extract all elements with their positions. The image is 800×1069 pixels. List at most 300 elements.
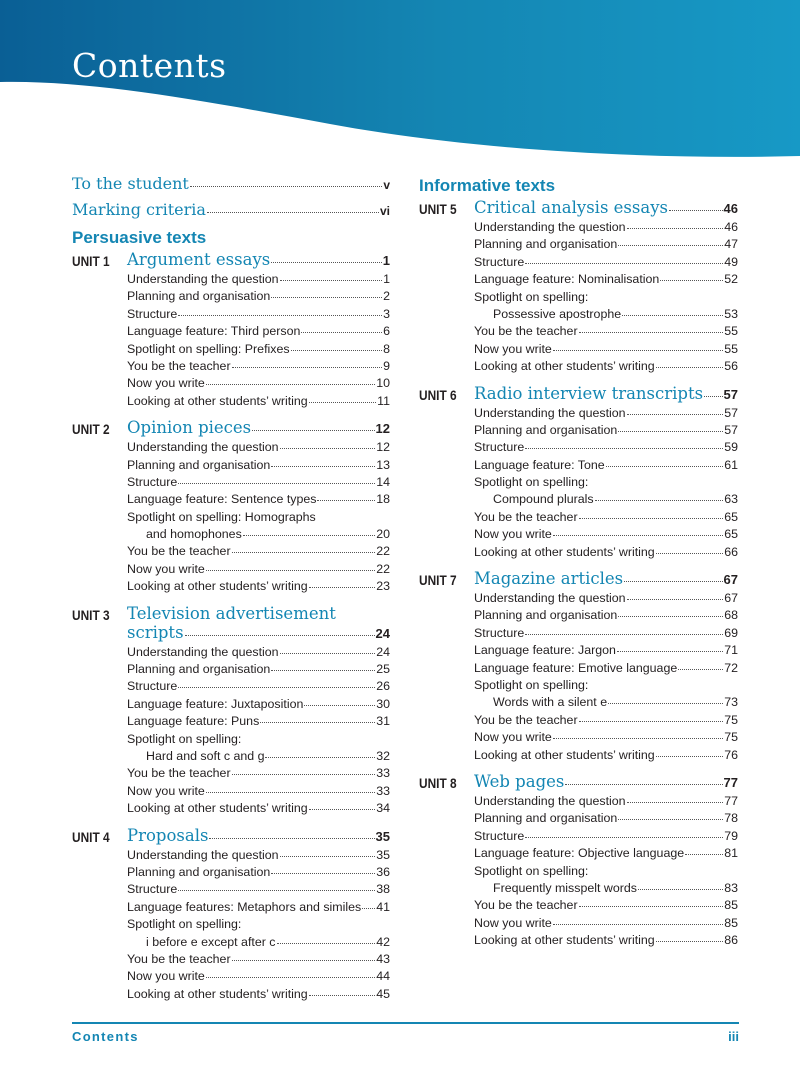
toc-entry-text: Structure — [474, 440, 525, 455]
toc-entry-page: 36 — [376, 864, 390, 879]
dot-leader — [579, 332, 724, 333]
toc-entry-text: You be the teacher — [127, 358, 231, 373]
unit-number: UNIT 4 — [72, 829, 110, 845]
toc-entry-text: Understanding the question — [127, 272, 279, 286]
dot-leader — [579, 721, 724, 722]
dot-leader — [553, 350, 723, 351]
dot-leader — [309, 402, 376, 403]
toc-entry[interactable] — [474, 811, 738, 828]
toc-entry-page: 42 — [376, 934, 390, 949]
dot-leader — [309, 995, 376, 996]
toc-entry[interactable] — [474, 510, 738, 527]
toc-entry[interactable] — [127, 324, 390, 341]
toc-entry-page: 45 — [376, 986, 390, 1001]
dot-leader — [525, 837, 723, 838]
dot-leader — [232, 774, 376, 775]
dot-leader — [622, 315, 723, 316]
toc-entry-page: 22 — [376, 544, 390, 559]
toc-entry[interactable] — [474, 626, 738, 643]
toc-entry[interactable] — [474, 237, 738, 254]
dot-leader — [271, 297, 382, 298]
toc-entry[interactable] — [127, 440, 390, 457]
unit-block — [72, 250, 390, 411]
dot-leader — [525, 263, 723, 264]
dot-leader — [280, 653, 376, 654]
toc-entry-text: Structure — [127, 306, 178, 321]
toc-entry-text: Now you write — [127, 561, 205, 576]
toc-entry-text: Language feature: Nominalisation — [474, 272, 660, 287]
toc-entry-text: Now you write — [474, 915, 552, 930]
unit-body — [474, 772, 738, 951]
toc-entry — [474, 475, 738, 492]
toc-entry-page: 25 — [376, 662, 390, 677]
toc-entry-page: 33 — [376, 783, 390, 798]
toc-entry[interactable] — [474, 406, 738, 423]
unit-title: Opinion pieces — [127, 418, 252, 438]
toc-entry-page: 49 — [724, 254, 738, 269]
toc-entry-page: 53 — [724, 306, 738, 321]
unit-title-page: 67 — [723, 572, 738, 588]
unit-block — [72, 418, 390, 597]
toc-entry[interactable] — [474, 255, 738, 272]
unit-body — [127, 826, 390, 1005]
toc-entry-text: Understanding the question — [127, 847, 279, 862]
toc-entry[interactable] — [127, 697, 390, 714]
dot-leader — [685, 854, 723, 855]
dot-leader — [579, 906, 724, 907]
front-matter-page: v — [383, 178, 390, 192]
unit-block — [419, 384, 738, 563]
toc-entry[interactable] — [127, 987, 390, 1004]
dot-leader — [618, 431, 723, 432]
toc-entry[interactable] — [474, 492, 738, 509]
toc-entry-text: Structure — [127, 474, 178, 489]
page-title: Contents — [72, 46, 227, 85]
toc-entry-text: Hard and soft c and g — [146, 748, 265, 763]
toc-entry-text: Language feature: Tone — [474, 457, 605, 472]
toc-entry-text: Words with a silent e — [493, 695, 608, 710]
toc-entry-page: 76 — [724, 747, 738, 762]
toc-entry-page: 13 — [376, 457, 390, 472]
toc-entry-page: 9 — [383, 358, 390, 373]
toc-entry-text: Language feature: Third person — [127, 324, 301, 339]
dot-leader — [627, 802, 724, 803]
dot-leader — [618, 616, 723, 617]
toc-entry[interactable] — [474, 458, 738, 475]
toc-entry[interactable] — [474, 423, 738, 440]
toc-entry-page: 56 — [724, 359, 738, 374]
toc-entry[interactable] — [127, 679, 390, 696]
dot-leader — [525, 448, 723, 449]
toc-entry-text: Structure — [127, 679, 178, 694]
unit-block — [72, 826, 390, 1005]
toc-entry-page: 85 — [724, 915, 738, 930]
toc-entry[interactable] — [127, 784, 390, 801]
toc-entry[interactable] — [127, 289, 390, 306]
unit-block — [419, 569, 738, 765]
toc-entry-page: 55 — [724, 341, 738, 356]
toc-entry[interactable] — [127, 645, 390, 662]
unit-number: UNIT 8 — [419, 775, 457, 791]
toc-entry-text: Looking at other students’ writing — [127, 579, 308, 594]
dot-leader — [565, 784, 722, 785]
toc-entry-text: Looking at other students’ writing — [474, 359, 655, 374]
toc-entry-page: 11 — [377, 393, 390, 408]
toc-entry-text: You be the teacher — [474, 712, 578, 727]
toc-entry — [127, 510, 390, 527]
toc-entry-page: 33 — [376, 766, 390, 781]
unit-title: Radio interview transcripts — [474, 383, 704, 403]
dot-leader — [638, 889, 723, 890]
dot-leader — [362, 908, 375, 909]
toc-entry-text: Understanding the question — [474, 793, 626, 808]
dot-leader — [232, 960, 376, 961]
unit-title: scripts — [127, 622, 184, 642]
toc-entry-text: You be the teacher — [474, 324, 578, 339]
dot-leader — [206, 977, 375, 978]
dot-leader — [178, 483, 375, 484]
unit-block — [419, 772, 738, 951]
unit-title-entry[interactable] — [474, 772, 738, 794]
unit-title-entry[interactable] — [474, 569, 738, 591]
dot-leader — [260, 722, 375, 723]
toc-entry-text: Now you write — [127, 376, 205, 391]
toc-entry[interactable] — [474, 661, 738, 678]
dot-leader — [627, 228, 724, 229]
page-number: iii — [728, 1029, 739, 1044]
toc-entry[interactable] — [474, 608, 738, 625]
dot-leader — [271, 670, 375, 671]
toc-entry-text: Structure — [127, 882, 178, 897]
toc-entry-text: Planning and organisation — [127, 289, 271, 304]
toc-entry-text: Language feature: Jargon — [474, 643, 616, 658]
toc-entry[interactable] — [474, 898, 738, 915]
dot-leader — [280, 448, 376, 449]
toc-entry-text: Language feature: Objective language — [474, 846, 685, 861]
toc-entry[interactable] — [474, 881, 738, 898]
toc-entry-text: Language feature: Juxtaposition — [127, 696, 304, 711]
toc-entry-page: 22 — [376, 561, 390, 576]
toc-entry-text: Understanding the question — [127, 644, 279, 659]
dot-leader — [206, 570, 375, 571]
dot-leader — [317, 500, 375, 501]
toc-entry-text: Looking at other students’ writing — [474, 747, 655, 762]
unit-body — [474, 384, 738, 563]
toc-entry[interactable] — [474, 527, 738, 544]
toc-entry — [474, 864, 738, 881]
unit-number: UNIT 1 — [72, 254, 110, 269]
toc-entry[interactable] — [127, 662, 390, 679]
toc-entry[interactable] — [127, 882, 390, 899]
toc-entry[interactable] — [127, 766, 390, 783]
toc-entry-text: Now you write — [474, 527, 552, 542]
unit-title-line1[interactable]: Television advertisement — [127, 603, 336, 623]
front-matter-entry[interactable] — [72, 174, 390, 200]
toc-entry-page: 66 — [724, 544, 738, 559]
toc-entry-text: Understanding the question — [474, 591, 626, 606]
dot-leader — [606, 466, 724, 467]
toc-entry-page: 59 — [724, 440, 738, 455]
toc-entry-text: Planning and organisation — [474, 608, 618, 623]
toc-entry-page: 79 — [724, 828, 738, 843]
toc-entry[interactable] — [474, 220, 738, 237]
unit-body — [474, 569, 738, 765]
unit-title: Argument essays — [127, 250, 271, 269]
dot-leader — [280, 280, 383, 281]
toc-entry-text: Language feature: Sentence types — [127, 492, 317, 507]
unit-number: UNIT 5 — [419, 202, 457, 217]
dot-leader — [553, 924, 723, 925]
toc-entry[interactable] — [127, 848, 390, 865]
toc-entry[interactable] — [127, 359, 390, 376]
section-heading-persuasive: Persuasive texts — [72, 228, 207, 247]
toc-entry-text: Spotlight on spelling: — [127, 917, 242, 932]
toc-entry-text: Possessive apostrophe — [493, 306, 622, 321]
toc-entry-page: 75 — [724, 712, 738, 727]
toc-entry[interactable] — [127, 935, 390, 952]
unit-number: UNIT 3 — [72, 607, 110, 623]
front-matter-label: Marking criteria — [72, 200, 206, 219]
dot-leader — [627, 599, 724, 600]
dot-leader — [277, 943, 376, 944]
toc-entry-text: Looking at other students’ writing — [474, 544, 655, 559]
toc-entry — [127, 732, 390, 749]
unit-body — [127, 418, 390, 597]
toc-entry[interactable] — [474, 359, 738, 376]
toc-entry-page: 85 — [724, 898, 738, 913]
header-band — [0, 0, 800, 170]
left-unit-list — [72, 250, 390, 1004]
toc-entry[interactable] — [127, 272, 390, 289]
unit-title: Proposals — [127, 825, 209, 845]
unit-block — [419, 198, 738, 377]
toc-entry-text: Spotlight on spelling: — [474, 677, 589, 692]
toc-entry-text: Spotlight on spelling: Prefixes — [127, 341, 290, 356]
toc-entry — [474, 290, 738, 307]
toc-entry-page: 77 — [724, 793, 738, 808]
toc-entry[interactable] — [127, 579, 390, 596]
dot-leader — [185, 635, 375, 636]
toc-entry[interactable] — [127, 307, 390, 324]
toc-entry[interactable] — [127, 492, 390, 509]
toc-entry[interactable] — [474, 829, 738, 846]
toc-entry-text: Language feature: Emotive language — [474, 660, 678, 675]
front-matter-label: To the student — [72, 174, 189, 193]
toc-entry[interactable] — [127, 801, 390, 818]
dot-leader — [309, 809, 376, 810]
toc-entry[interactable] — [474, 324, 738, 341]
unit-title-entry[interactable] — [127, 826, 390, 848]
toc-entry[interactable] — [127, 376, 390, 393]
toc-entry[interactable] — [127, 900, 390, 917]
toc-entry-text: You be the teacher — [474, 509, 578, 524]
toc-entry[interactable] — [127, 458, 390, 475]
dot-leader — [271, 873, 375, 874]
toc-entry-text: Looking at other students’ writing — [127, 986, 308, 1001]
toc-entry-text: Now you write — [127, 783, 205, 798]
dot-leader — [243, 535, 375, 536]
front-matter-page: vi — [379, 204, 390, 218]
toc-entry[interactable] — [474, 695, 738, 712]
toc-entry[interactable] — [127, 342, 390, 359]
dot-leader — [553, 738, 723, 739]
toc-entry-page: 57 — [724, 422, 738, 437]
toc-entry-page: 46 — [724, 220, 738, 234]
unit-title-page: 12 — [375, 421, 390, 437]
toc-entry-text: Now you write — [474, 730, 552, 745]
dot-leader — [178, 687, 375, 688]
unit-body — [127, 604, 390, 819]
dot-leader — [232, 367, 383, 368]
toc-entry-page: 6 — [383, 324, 390, 339]
dot-leader — [206, 792, 375, 793]
toc-entry-page: 10 — [376, 376, 390, 391]
toc-entry[interactable] — [127, 969, 390, 986]
right-unit-list — [419, 198, 738, 950]
toc-entry-page: 52 — [724, 272, 738, 287]
toc-entry[interactable] — [474, 713, 738, 730]
dot-leader — [271, 262, 382, 263]
toc-entry-page: 47 — [724, 237, 738, 252]
unit-title-entry[interactable] — [127, 250, 390, 272]
toc-entry-text: Understanding the question — [474, 220, 626, 234]
toc-entry-page: 44 — [376, 969, 390, 984]
dot-leader — [309, 587, 376, 588]
toc-entry-text: You be the teacher — [474, 898, 578, 913]
toc-entry-page: 20 — [376, 527, 390, 542]
dot-leader — [301, 332, 382, 333]
toc-entry-page: 67 — [724, 591, 738, 606]
unit-title-page: 77 — [723, 774, 738, 790]
unit-body — [474, 198, 738, 377]
unit-title-page: 35 — [375, 828, 390, 844]
toc-entry[interactable] — [474, 643, 738, 660]
toc-entry-page: 55 — [724, 324, 738, 339]
toc-entry-page: 31 — [376, 714, 390, 729]
toc-entry-text: Planning and organisation — [127, 662, 271, 677]
unit-number: UNIT 6 — [419, 387, 457, 403]
dot-leader — [617, 651, 723, 652]
toc-entry-text: Planning and organisation — [474, 237, 618, 252]
unit-title-entry[interactable] — [127, 418, 390, 440]
toc-entry — [127, 917, 390, 934]
unit-title-entry[interactable] — [474, 198, 738, 220]
dot-leader — [656, 756, 724, 757]
toc-entry[interactable] — [127, 394, 390, 411]
toc-entry-text: Spotlight on spelling: — [127, 731, 242, 746]
toc-entry-page: 24 — [376, 644, 390, 659]
unit-block — [72, 604, 390, 819]
toc-entry-text: Compound plurals — [493, 492, 594, 507]
unit-title-page: 24 — [375, 625, 390, 641]
toc-entry[interactable] — [474, 794, 738, 811]
toc-entry[interactable] — [474, 272, 738, 289]
toc-entry-page: 8 — [383, 341, 390, 356]
unit-title-page: 57 — [723, 386, 738, 402]
unit-title-page: 46 — [723, 201, 738, 216]
toc-entry[interactable] — [127, 475, 390, 492]
toc-entry[interactable] — [474, 846, 738, 863]
dot-leader — [271, 466, 375, 467]
toc-entry[interactable] — [474, 440, 738, 457]
toc-entry-page: 71 — [724, 643, 738, 658]
toc-entry[interactable] — [127, 544, 390, 561]
dot-leader — [595, 500, 724, 501]
toc-entry-text: You be the teacher — [127, 766, 231, 781]
toc-entry-page: 81 — [724, 846, 738, 861]
dot-leader — [291, 350, 383, 351]
toc-entry[interactable] — [127, 714, 390, 731]
dot-leader — [207, 212, 379, 213]
toc-entry-text: Language features: Metaphors and similes — [127, 899, 362, 914]
toc-entry[interactable] — [127, 562, 390, 579]
unit-body — [127, 250, 390, 411]
toc-entry — [474, 678, 738, 695]
toc-entry-page: 1 — [383, 272, 390, 286]
toc-entry[interactable] — [474, 916, 738, 933]
dot-leader — [525, 634, 723, 635]
toc-entry-text: and homophones — [146, 527, 242, 542]
toc-entry-page: 72 — [724, 660, 738, 675]
unit-title-entry[interactable] — [127, 623, 390, 645]
dot-leader — [678, 669, 723, 670]
toc-entry-text: Now you write — [127, 969, 205, 984]
toc-entry-page: 75 — [724, 730, 738, 745]
toc-entry-page: 38 — [376, 882, 390, 897]
dot-leader — [206, 384, 375, 385]
dot-leader — [252, 430, 374, 431]
unit-number: UNIT 2 — [72, 422, 110, 438]
toc-entry[interactable] — [474, 730, 738, 747]
unit-title-entry[interactable] — [474, 384, 738, 406]
toc-entry[interactable] — [127, 865, 390, 882]
toc-entry-text: Planning and organisation — [127, 457, 271, 472]
dot-leader — [660, 280, 723, 281]
toc-entry[interactable] — [127, 952, 390, 969]
toc-entry[interactable] — [127, 527, 390, 544]
toc-entry[interactable] — [474, 342, 738, 359]
toc-entry-text: Spotlight on spelling: Homographs — [127, 509, 316, 524]
toc-entry[interactable] — [474, 591, 738, 608]
toc-entry-text: Spotlight on spelling: — [474, 289, 589, 304]
toc-entry-text: Structure — [474, 254, 525, 269]
toc-entry[interactable] — [474, 545, 738, 562]
section-heading-informative: Informative texts — [419, 176, 556, 195]
toc-entry-text: Planning and organisation — [474, 422, 618, 437]
footer-rule — [72, 1022, 739, 1024]
toc-entry-page: 14 — [376, 474, 390, 489]
toc-entry-page: 23 — [376, 579, 390, 594]
toc-entry-text: Looking at other students’ writing — [127, 801, 308, 816]
toc-entry[interactable] — [474, 933, 738, 950]
toc-entry-page: 63 — [724, 492, 738, 507]
toc-entry[interactable] — [474, 307, 738, 324]
toc-entry-text: i before e except after c — [146, 934, 276, 949]
unit-title-page: 1 — [382, 253, 390, 268]
toc-entry-text: Planning and organisation — [127, 864, 271, 879]
toc-entry-text: You be the teacher — [127, 544, 231, 559]
toc-entry[interactable] — [474, 748, 738, 765]
front-matter-list — [72, 174, 390, 226]
dot-leader — [304, 705, 375, 706]
unit-number: UNIT 7 — [419, 573, 457, 589]
toc-right-column — [419, 174, 738, 950]
toc-entry[interactable] — [127, 749, 390, 766]
toc-entry-text: Looking at other students’ writing — [474, 933, 655, 948]
toc-entry-page: 86 — [724, 933, 738, 948]
toc-entry-text: Structure — [474, 828, 525, 843]
front-matter-entry[interactable] — [72, 200, 390, 226]
